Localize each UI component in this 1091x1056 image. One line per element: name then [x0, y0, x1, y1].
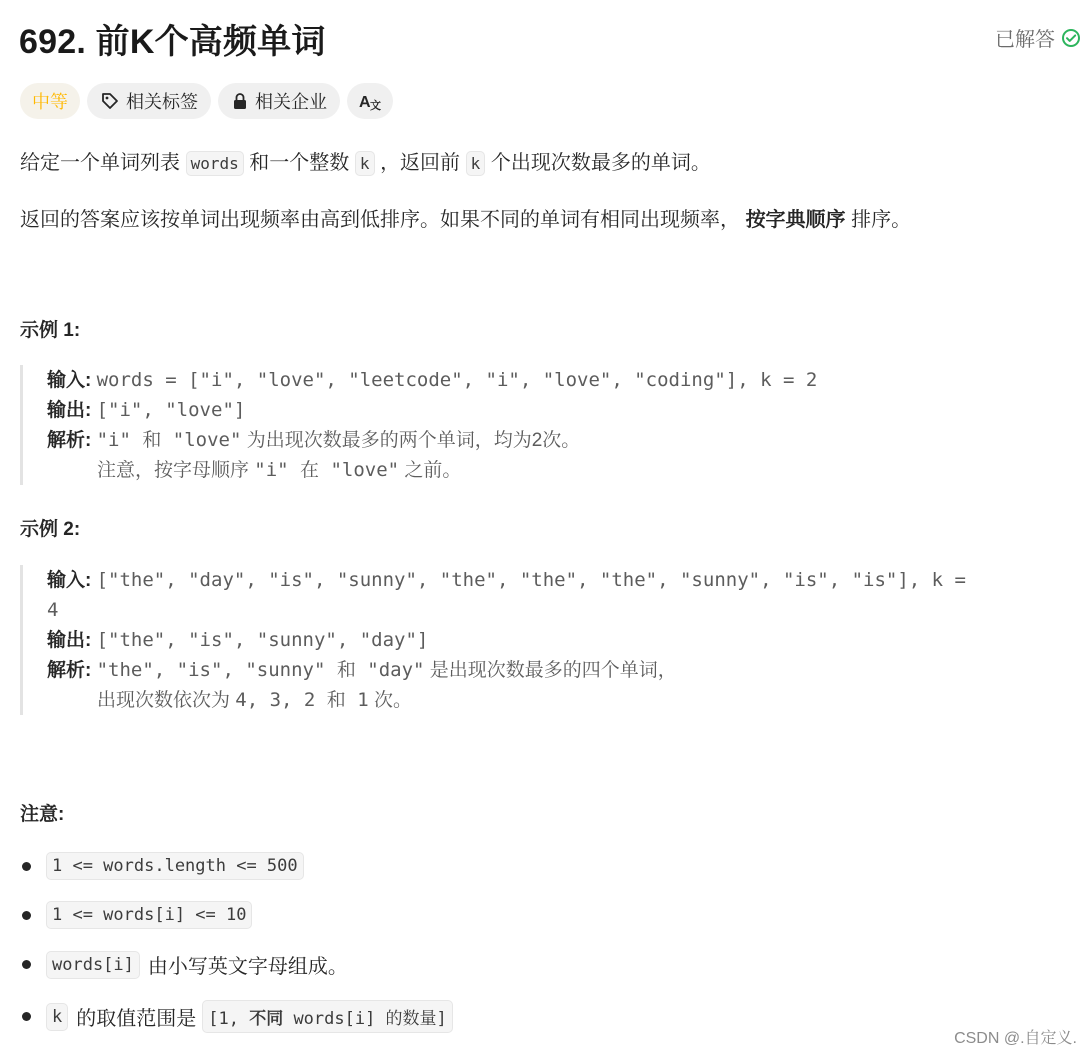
output-value: ["the", "is", "sunny", "day"] — [96, 629, 429, 651]
constraint-code-range — [202, 1000, 453, 1033]
explain-code: "i" 在 "love" — [254, 459, 400, 481]
explain-text: 之前。 — [404, 460, 462, 481]
example-explain-line — [47, 425, 1088, 455]
example-explain-line — [47, 655, 1088, 685]
desc-text: 和一个整数 — [249, 152, 350, 174]
inline-code-words: words — [186, 151, 244, 176]
solved-label: 已解答 — [995, 29, 1055, 51]
explain-text: 为出现次数最多的两个单词，均为2次。 — [246, 430, 581, 451]
constraint-text: 由小写英文字母组成。 — [147, 956, 348, 978]
tag-icon — [100, 91, 120, 111]
related-companies-button[interactable] — [218, 83, 340, 119]
explain-code: "the", "is", "sunny" 和 "day" — [96, 659, 425, 681]
inline-code-k: k — [355, 151, 375, 176]
output-label: 输出: — [47, 400, 92, 421]
example-explain-line-2 — [47, 685, 1088, 715]
desc-text: 给定一个单词列表 — [20, 152, 180, 174]
output-label: 输出: — [47, 630, 92, 651]
translate-button[interactable] — [347, 83, 393, 119]
constraint-text: 的取值范围是 — [76, 1008, 197, 1030]
explain-text: 注意，按字母顺序 — [97, 460, 250, 481]
explain-code: 4, 3, 2 和 1 — [235, 689, 369, 711]
bullet-dot — [22, 1012, 31, 1021]
lock-icon — [231, 92, 249, 110]
example-1-block — [20, 365, 1088, 485]
explain-text: 出现次数依次为 — [97, 690, 231, 711]
tag-bar — [20, 83, 393, 119]
bullet-dot — [22, 960, 31, 969]
related-tags-label: 相关标签 — [126, 92, 198, 112]
description-paragraph-2 — [20, 203, 911, 232]
watermark: CSDN @.自定义. — [954, 1030, 1077, 1047]
input-value: words = ["i", "love", "leetcode", "i", "love", "coding"], k = 2 — [96, 369, 818, 391]
check-circle-icon — [1061, 28, 1081, 48]
desc-text: 返回的答案应该按单词出现频率由高到低排序。如果不同的单词有相同出现频率， — [20, 209, 740, 231]
input-label: 输入: — [47, 570, 92, 591]
range-open: [1, — [208, 1009, 250, 1029]
bullet-dot — [22, 911, 31, 920]
example-output-line — [47, 395, 1088, 425]
input-label: 输入: — [47, 370, 92, 391]
list-item — [20, 950, 348, 979]
example-explain-line-2 — [47, 455, 1088, 485]
bullet-dot — [22, 862, 31, 871]
related-companies-label: 相关企业 — [255, 92, 327, 112]
explain-label: 解析: — [47, 660, 92, 681]
range-bold: 不同 — [249, 1009, 284, 1029]
example-2-block — [20, 565, 1088, 715]
example-1-heading: 示例 1: — [20, 320, 81, 341]
list-item — [20, 852, 304, 880]
explain-code: "i" 和 "love" — [96, 429, 242, 451]
range-close: words[i] 的数量] — [283, 1009, 447, 1029]
translate-icon — [359, 91, 381, 111]
example-input-continuation — [47, 595, 1088, 625]
notes-heading: 注意: — [20, 804, 65, 825]
list-item — [20, 1000, 453, 1033]
desc-bold-text: 按字典顺序 — [745, 209, 846, 231]
example-input-line — [47, 565, 1088, 595]
desc-text: 排序。 — [851, 209, 912, 231]
input-value-cont: 4 — [47, 599, 59, 621]
solved-status — [995, 23, 1081, 52]
desc-text: 个出现次数最多的单词。 — [490, 152, 711, 174]
input-value: ["the", "day", "is", "sunny", "the", "the", "the", "sunny", "is", "is"], k = — [96, 569, 966, 591]
difficulty-label: 中等 — [32, 92, 68, 112]
explain-text: 是出现次数最多的四个单词， — [429, 660, 677, 681]
related-tags-button[interactable] — [87, 83, 211, 119]
constraint-code: words[i] — [46, 951, 140, 979]
example-2-heading: 示例 2: — [20, 519, 81, 540]
constraint-code: 1 <= words.length <= 500 — [46, 852, 304, 880]
difficulty-badge[interactable] — [20, 83, 80, 119]
desc-text: ，返回前 — [380, 152, 461, 174]
example-output-line — [47, 625, 1088, 655]
example-input-line — [47, 365, 1088, 395]
svg-text:文: 文 — [370, 100, 381, 111]
explain-text: 次。 — [373, 690, 412, 711]
svg-text:A: A — [359, 94, 371, 111]
list-item — [20, 901, 252, 929]
problem-title: 692. 前K个高频单词 — [19, 23, 326, 61]
inline-code-k: k — [466, 151, 486, 176]
explain-label: 解析: — [47, 430, 92, 451]
description-paragraph-1 — [20, 146, 711, 175]
output-value: ["i", "love"] — [96, 399, 246, 421]
constraint-code: k — [46, 1003, 68, 1031]
constraint-code: 1 <= words[i] <= 10 — [46, 901, 252, 929]
